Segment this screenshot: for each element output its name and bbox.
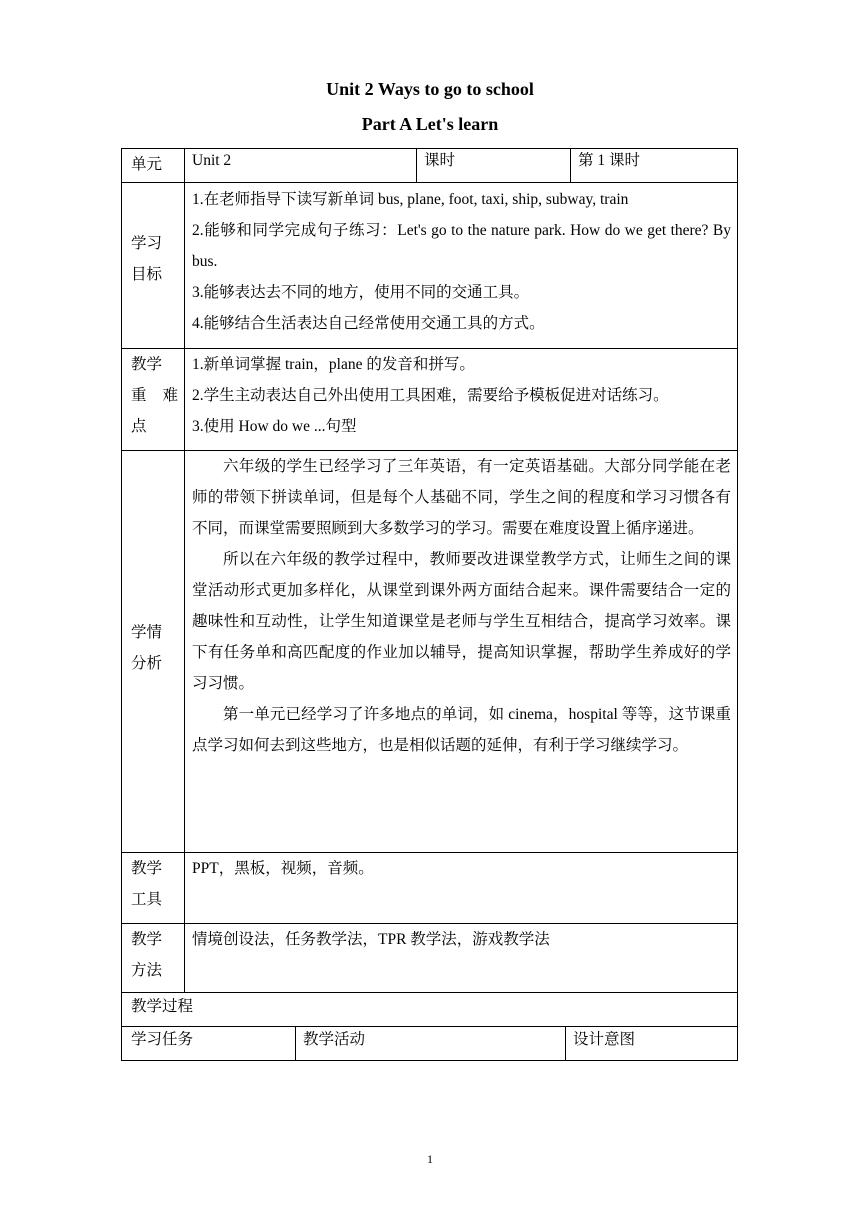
page-number: 1 [427, 1152, 433, 1166]
document-subtitle: Part A Let's learn [361, 114, 499, 134]
analysis-label-line2: 分析 [131, 655, 163, 672]
period-label-cell [416, 148, 571, 183]
objective-item: 2.能够和同学完成句子练习：Let's go to the nature park. How do we get there? By bus. [192, 222, 731, 270]
key-points-label-line2 [131, 380, 178, 411]
unit-label-cell [121, 148, 185, 183]
process-column-header [565, 1026, 738, 1061]
analysis-paragraph: 六年级的学生已经学习了三年英语，有一定英语基础。大部分同学能在老师的带领下拼读单词，但是每个人基础不同，学生之间的程度和学习习惯各有不同，而课堂需要照顾到大多数学习的学习。需要在难度设置上循序递进。 [192, 458, 731, 537]
analysis-label-line1: 学情 [131, 624, 163, 641]
document-title: Unit 2 Ways to go to school [326, 79, 534, 99]
objectives-content-cell [184, 182, 738, 349]
key-points-label-char: 难 [162, 387, 178, 404]
key-points-label-char: 重 [131, 387, 147, 404]
analysis-content-cell [184, 450, 738, 853]
analysis-label-cell [121, 450, 185, 853]
analysis-paragraph: 第一单元已经学习了许多地点的单词，如 cinema，hospital 等等，这节课重点学习如何去到这些地方，也是相似话题的延伸，有利于学习继续学习。 [192, 706, 731, 754]
tools-content-cell [184, 852, 738, 924]
objectives-label-line2: 目标 [131, 266, 163, 283]
objectives-label-cell [121, 182, 185, 349]
objective-item: 4.能够结合生活表达自己经常使用交通工具的方式。 [192, 315, 545, 332]
methods-label-cell [121, 923, 185, 993]
process-column-label: 学习任务 [131, 1031, 194, 1048]
period-label: 课时 [424, 152, 456, 169]
methods-content-cell [184, 923, 738, 993]
unit-value: Unit 2 [192, 152, 232, 169]
methods-label-line2: 方法 [131, 962, 163, 979]
tools-label-line1: 教学 [131, 860, 163, 877]
process-label: 教学过程 [131, 998, 194, 1015]
methods-label-line1: 教学 [131, 931, 163, 948]
key-points-content-cell [184, 348, 738, 451]
objectives-label-line1: 学习 [131, 235, 163, 252]
tools-label-line2: 工具 [131, 891, 163, 908]
process-column-label: 设计意图 [573, 1031, 636, 1048]
tools-label-cell [121, 852, 185, 924]
period-value: 第 1 课时 [578, 152, 641, 169]
key-point-item: 2.学生主动表达自己外出使用工具困难，需要给予模板促进对话练习。 [192, 387, 669, 404]
unit-value-cell [184, 148, 417, 183]
key-points-label-line3: 点 [131, 418, 147, 435]
process-column-label: 教学活动 [303, 1031, 366, 1048]
unit-label: 单元 [131, 156, 163, 173]
objective-item: 1.在老师指导下读写新单词 bus, plane, foot, taxi, ship, subway, train [192, 191, 629, 208]
key-point-item: 3.使用 How do we ...句型 [192, 418, 357, 435]
key-point-item: 1.新单词掌握 train，plane 的发音和拼写。 [192, 356, 475, 373]
period-value-cell [570, 148, 738, 183]
objective-item: 3.能够表达去不同的地方，使用不同的交通工具。 [192, 284, 530, 301]
process-column-header [295, 1026, 566, 1061]
process-label-cell [121, 992, 738, 1027]
methods-value: 情境创设法，任务教学法，TPR 教学法，游戏教学法 [192, 931, 550, 948]
analysis-paragraph: 所以在六年级的教学过程中，教师要改进课堂教学方式，让师生之间的课堂活动形式更加多样化，从课堂到课外两方面结合起来。课件需要结合一定的趣味性和互动性，让学生知道课堂是老师与学生互相结合，提高学习效率。课下有任务单和高匹配度的作业加以辅导，提高知识掌握，帮助学生养成好的学习习惯。 [192, 551, 731, 692]
process-column-header [121, 1026, 296, 1061]
key-points-label-cell [121, 348, 185, 451]
key-points-label-line1: 教学 [131, 356, 163, 373]
tools-value: PPT，黑板，视频，音频。 [192, 860, 374, 877]
